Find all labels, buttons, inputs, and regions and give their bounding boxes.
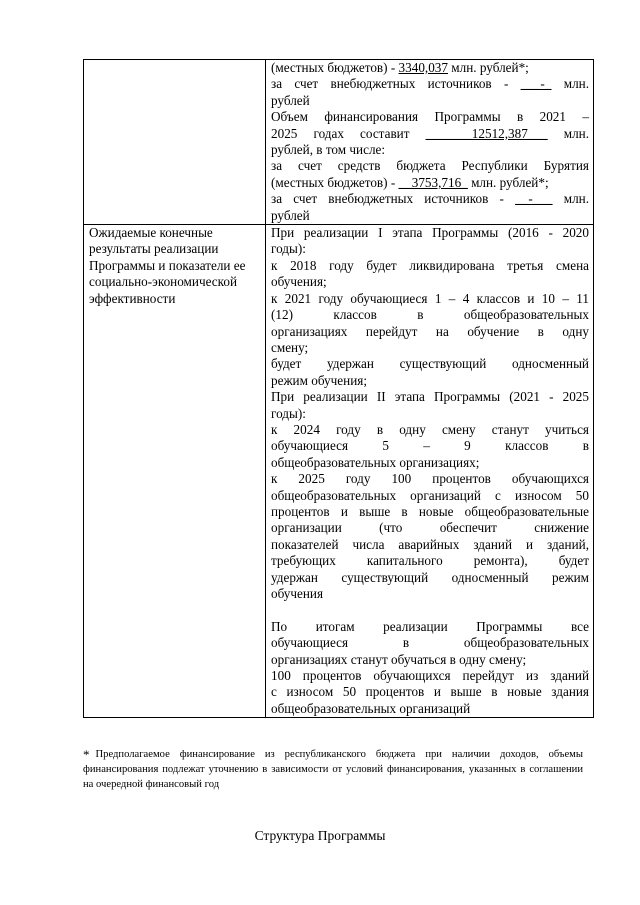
financing-amount: 3340,037 [398,60,448,75]
financing-amount: __3753,716_ [398,174,468,190]
footnote-text: Предполагаемое финансирование из республиканского бюджета при наличии доходов, объемы финансирования подлежат уточнению в зависимости от условий финансирования, указанных в соглашении на очередной финансовый год [83,749,583,790]
results-text-line: показателей числа аварийных зданий и зданий, [271,536,589,552]
footnote-star: * [83,747,90,762]
results-text-line: При реализации I этапа Программы (2016 - 2020 [271,225,589,241]
results-text-line: годы): [271,241,306,257]
financing-line-text: рублей, в том числе: [271,142,386,158]
financing-line-text: за счет средств бюджета Республики Бурятия [271,158,589,174]
financing-line-text: за счет внебюджетных источников - [271,76,521,92]
program-passport-table [83,59,594,718]
financing-line-text: рублей [271,207,310,223]
financing-line-suffix: млн. [547,125,590,141]
financing-text [271,60,589,224]
results-text-line: общеобразовательных организаций [271,700,471,716]
results-label-line: результаты реализации [89,241,219,257]
results-text-line: организациях перейдут на обучение в одну [271,323,589,339]
financing-line [271,109,589,125]
results-text-line: (12) классов в общеобразовательных [271,307,589,323]
results-text-line: общеобразовательных организаций с износом 50 [271,487,589,503]
financing-line-text: Объем финансирования Программы в 2021 – [271,109,589,125]
results-text-line: к 2025 году 100 процентов обучающихся [271,471,589,487]
results-label-line: социально-экономической [89,274,238,290]
results-text [271,225,589,717]
financing-line [271,208,589,224]
results-text-line: организациях станут обучаться в одну смену; [271,651,527,667]
results-left-cell [84,225,266,718]
financing-amount: _______12512,387___ [425,125,548,141]
financing-line [271,175,589,191]
financing-line [271,76,589,92]
financing-line-suffix: млн. [552,191,590,207]
financing-line [271,60,589,76]
results-text-line: 100 процентов обучающихся перейдут из зданий [271,668,589,684]
financing-line-text: (местных бюджетов) - [271,60,399,75]
results-text-line: к 2018 году будет ликвидирована третья смена [271,257,589,273]
results-text-line: процентов и выше в новые общеобразовательные [271,503,589,519]
table-row-results [84,225,594,718]
financing-line-text: рублей [271,92,310,108]
results-label-line: Ожидаемые конечные [89,225,213,241]
financing-line-text: (местных бюджетов) - [271,174,399,190]
results-text-line: По итогам реализации Программы все [271,618,589,634]
results-text-line: обучения [271,586,324,601]
results-text-line: При реализации II этапа Программы (2021 - 2025 [271,389,589,405]
results-text-line: обучающиеся в общеобразовательных [271,635,589,651]
financing-line-text: 2025 годах составит [271,125,426,141]
results-text-line: с износом 50 процентов и выше в новые здания [271,684,589,700]
results-label-line: эффективности [89,290,176,306]
results-text-line: к 2024 году в одну смену станут учиться [271,421,589,437]
results-label-line: Программы и показатели ее [89,257,246,273]
results-text-line: годы): [271,405,306,421]
financing-right-cell [266,60,594,225]
financing-line-suffix: млн. рублей*; [447,60,529,75]
results-right-cell [266,225,594,718]
financing-line-suffix: млн. рублей*; [467,174,549,190]
financing-line [271,126,589,142]
table-row-financing [84,60,594,225]
results-text-line: режим обучения; [271,372,367,388]
financing-line [271,158,589,174]
financing-amount: ___-_ [520,76,552,92]
results-text-line: обучения; [271,274,327,290]
financing-left-cell [84,60,266,225]
financing-line-text: за счет внебюджетных источников - [271,191,516,207]
results-text-line: к 2021 году обучающиеся 1 – 4 классов и 10 – 11 [271,290,589,306]
paragraph-gap [271,602,589,618]
results-text-line: удержан существующий односменный режим [271,569,589,585]
footnote [83,747,583,792]
results-text-line: организации (что обеспечит снижение [271,520,589,536]
results-label [89,225,261,307]
results-text-line: требующих капитального ремонта), будет [271,553,589,569]
section-heading: Структура Программы [254,828,386,843]
results-text-line: будет удержан существующий односменный [271,356,589,372]
results-text-line: смену; [271,339,309,355]
financing-amount: __-___ [515,191,553,207]
financing-line [271,191,589,207]
financing-line-suffix: млн. [551,76,589,92]
results-text-line: обучающиеся 5 – 9 классов в [271,438,589,454]
financing-line [271,142,589,158]
financing-line [271,93,589,109]
results-text-line: общеобразовательных организациях; [271,454,480,470]
